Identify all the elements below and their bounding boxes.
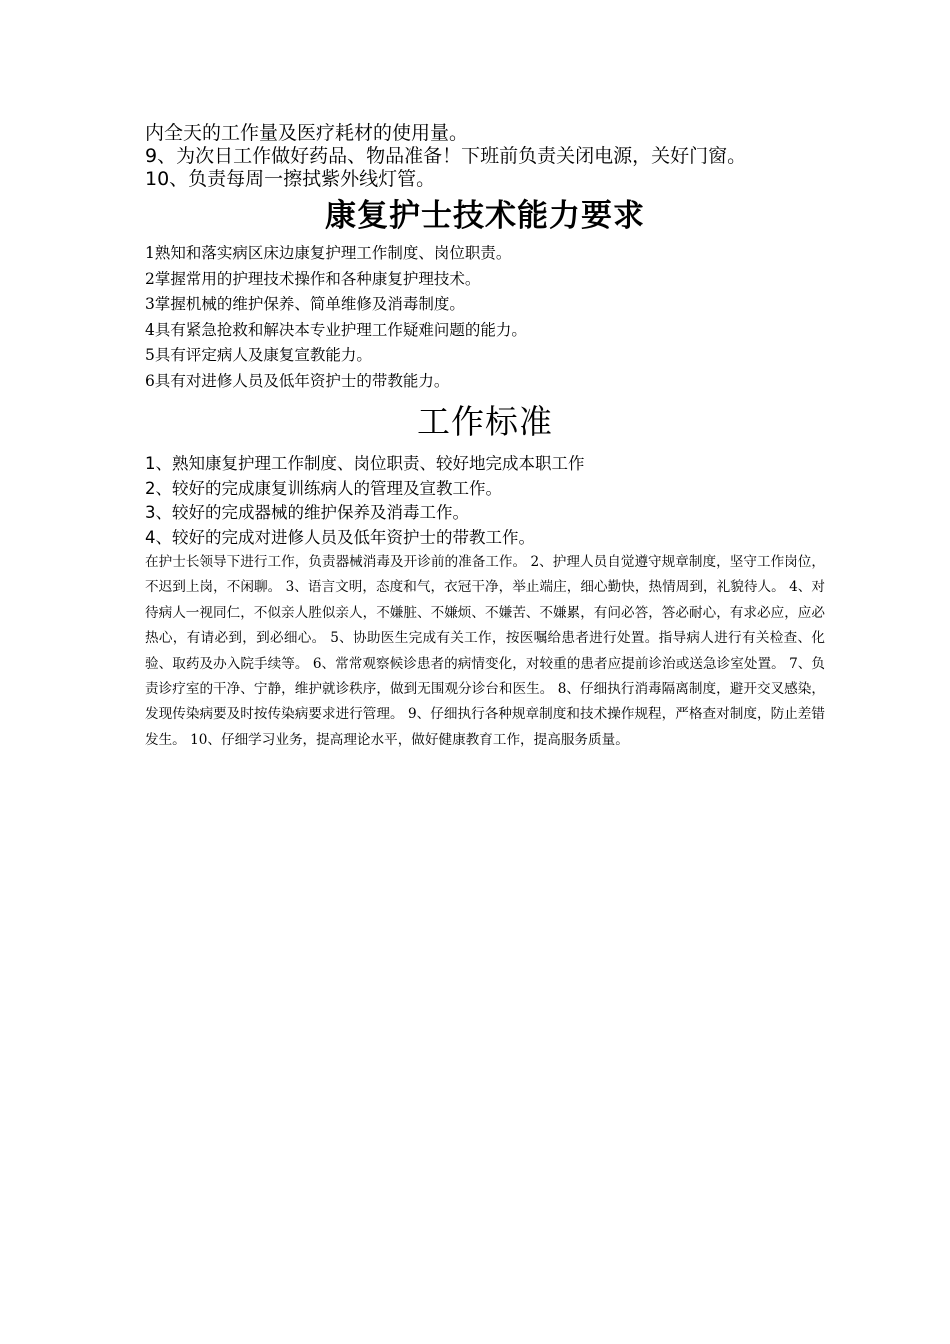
item-9-text: 9、为次日工作做好药品、物品准备！下班前负责关闭电源，关好门窗。 [145,145,747,167]
skills-list-item: 6具有对进修人员及低年资护士的带教能力。 [145,371,450,390]
standards-list-item: 1、熟知康复护理工作制度、岗位职责、较好地完成本职工作 [145,454,585,473]
continued-text-line: 内全天的工作量及医疗耗材的使用量。 [145,122,469,144]
skills-list-item: 1熟知和落实病区床边康复护理工作制度、岗位职责。 [145,244,512,262]
skills-list-item: 3掌握机械的维护保养、简单维修及消毒制度。 [145,295,465,313]
standards-list-item: 3、较好的完成器械的维护保养及消毒工作。 [145,503,469,522]
item-10-text: 10、负责每周一擦拭紫外线灯管。 [145,168,436,190]
skills-list-item: 2掌握常用的护理技术操作和各种康复护理技术。 [145,269,481,288]
standards-list [145,452,825,550]
document-content [145,121,825,753]
skills-heading: 康复护士技术能力要求 [325,198,645,234]
standards-list-item: 4、较好的完成对进修人员及低年资护士的带教工作。 [145,527,535,547]
skills-list-item: 4具有紧急抢救和解决本专业护理工作疑难问题的能力。 [145,320,527,339]
standards-list-item: 2、较好的完成康复训练病人的管理及宣教工作。 [145,478,502,498]
standards-paragraph: 在护士长领导下进行工作，负责器械消毒及开诊前的准备工作。 2、护理人员自觉遵守规章制度，坚守工作岗位，不迟到上岗，不闲聊。 3、语言文明，态度和气，衣冠干净，举止端庄，细心勤快，热情周到，礼貌待人。 4、对待病人一视同仁，不似亲人胜似亲人，不嫌脏、不嫌烦、不嫌苦、不嫌累，有问必答，答必耐心，有求必应，应必热心，有请必到，到必细心。 5、协助医生完成有关工作，按医嘱给患者进行处置。指导病人进行有关检查、化验、取药及办入院手续等。 6、常常观察候诊患者的病情变化，对较重的患者应提前诊治或送急诊室处置。 7、负责诊疗室的干净、宁静，维护就诊秩序，做到无围观分诊台和医生。 8、仔细执行消毒隔离制度，避开交叉感染，发现传染病要及时按传染病要求进行管理。 9、仔细执行各种规章制度和技术操作规程，严格查对制度，防止差错发生。 10、仔细学习业务，提高理论水平，做好健康教育工作，提高服务质量。 [145,554,825,748]
standards-heading: 工作标准 [417,402,553,441]
skills-list-item: 5具有评定病人及康复宣教能力。 [145,346,372,364]
skills-list [145,241,825,394]
